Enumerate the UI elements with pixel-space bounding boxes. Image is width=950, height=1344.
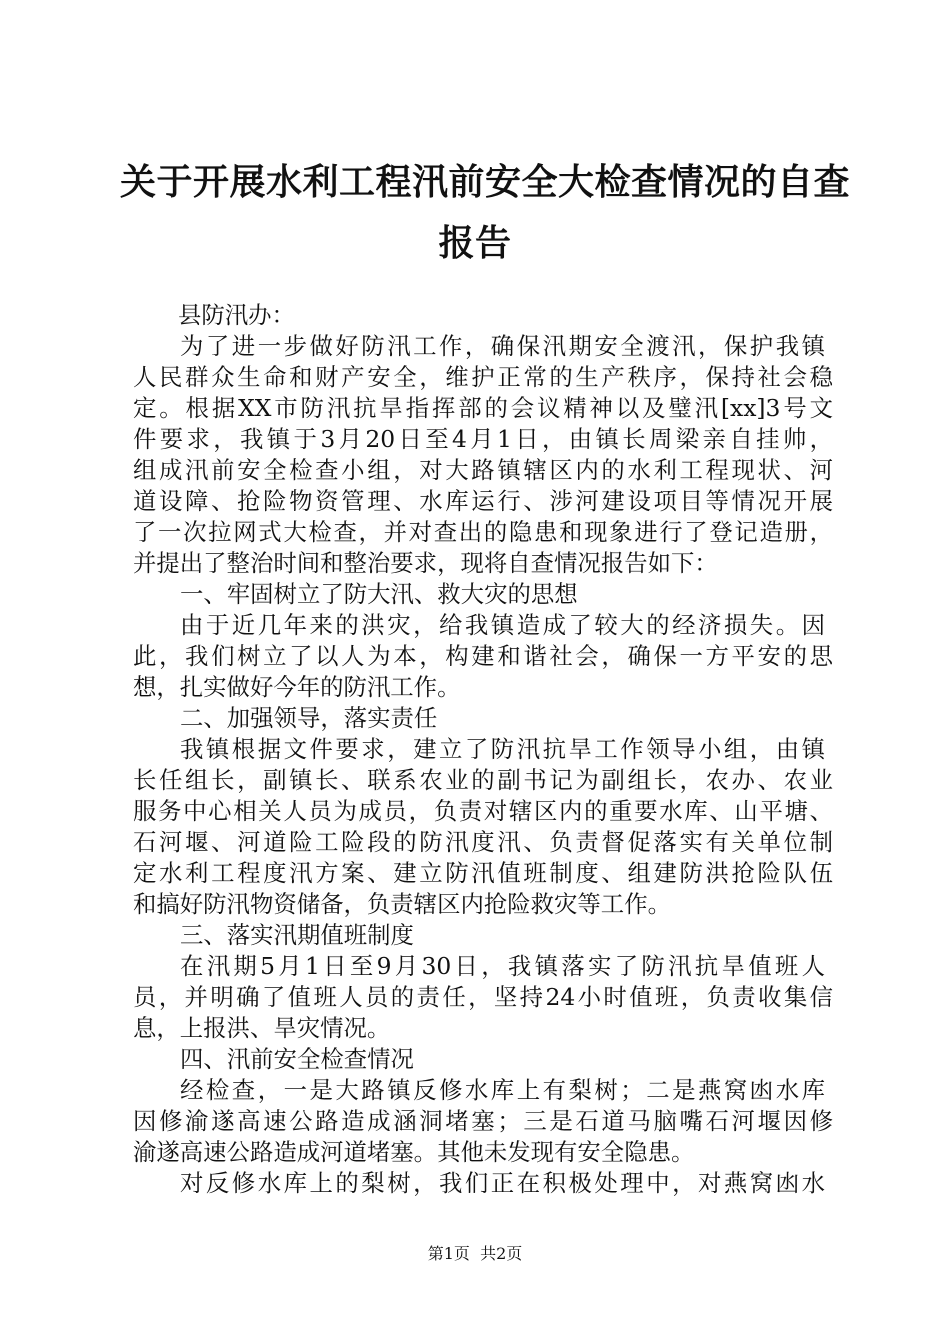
body-line: 定水利工程度汛方案、建立防汛值班制度、组建防洪抢险队伍 xyxy=(133,859,833,887)
body-line: 想，扎实做好今年的防汛工作。 xyxy=(133,673,461,701)
body-line: 定。根据XX市防汛抗旱指挥部的会议精神以及璧汛[xx]3号文 xyxy=(133,394,833,422)
document-title-line-1: 关于开展水利工程汛前安全大检查情况的自查 xyxy=(120,162,851,203)
body-line: 并提出了整治时间和整治要求，现将自查情况报告如下： xyxy=(133,549,718,577)
body-line: 渝遂高速公路造成河道堵塞。其他未发现有安全隐患。 xyxy=(133,1138,695,1166)
page-footer: 第1页 共2页 xyxy=(427,1244,523,1263)
body-line: 组成汛前安全检查小组，对大路镇辖区内的水利工程现状、河 xyxy=(133,456,833,484)
salutation: 县防汛办： xyxy=(178,301,295,329)
section-heading-4: 四、汛前安全检查情况 xyxy=(180,1045,414,1073)
body-line: 了一次拉网式大检查，并对查出的隐患和现象进行了登记造册， xyxy=(133,518,833,546)
section-heading-3: 三、落实汛期值班制度 xyxy=(180,921,414,949)
body-line: 息，上报洪、旱灾情况。 xyxy=(133,1014,391,1042)
section-heading-1: 一、牢固树立了防大汛、救大灾的思想 xyxy=(180,580,578,608)
body-line: 对反修水库上的梨树，我们正在积极处理中，对燕窝凼水 xyxy=(180,1169,825,1197)
body-line: 此，我们树立了以人为本，构建和谐社会，确保一方平安的思 xyxy=(133,642,833,670)
body-line: 在汛期5月1日至9月30日，我镇落实了防汛抗旱值班人 xyxy=(180,952,825,980)
body-line: 经检查，一是大路镇反修水库上有梨树；二是燕窝凼水库 xyxy=(180,1076,825,1104)
section-heading-2: 二、加强领导，落实责任 xyxy=(180,704,438,732)
body-line: 石河堰、河道险工险段的防汛度汛、负责督促落实有关单位制 xyxy=(133,828,833,856)
body-line: 道设障、抢险物资管理、水库运行、涉河建设项目等情况开展 xyxy=(133,487,833,515)
body-line: 因修渝遂高速公路造成涵洞堵塞；三是石道马脑嘴石河堰因修 xyxy=(133,1107,833,1135)
body-line: 长任组长，副镇长、联系农业的副书记为副组长，农办、农业 xyxy=(133,766,833,794)
body-line: 为了进一步做好防汛工作，确保汛期安全渡汛，保护我镇 xyxy=(180,332,825,360)
body-line: 我镇根据文件要求，建立了防汛抗旱工作领导小组，由镇 xyxy=(180,735,825,763)
body-line: 员，并明确了值班人员的责任，坚持24小时值班，负责收集信 xyxy=(133,983,833,1011)
body-line: 由于近几年来的洪灾，给我镇造成了较大的经济损失。因 xyxy=(180,611,825,639)
body-line: 件要求，我镇于3月20日至4月1日，由镇长周梁亲自挂帅， xyxy=(133,425,833,453)
document-title-line-2: 报告 xyxy=(438,223,512,264)
body-line: 服务中心相关人员为成员，负责对辖区内的重要水库、山平塘、 xyxy=(133,797,833,825)
body-line: 人民群众生命和财产安全，维护正常的生产秩序，保持社会稳 xyxy=(133,363,833,391)
body-line: 和搞好防汛物资储备，负责辖区内抢险救灾等工作。 xyxy=(133,890,671,918)
